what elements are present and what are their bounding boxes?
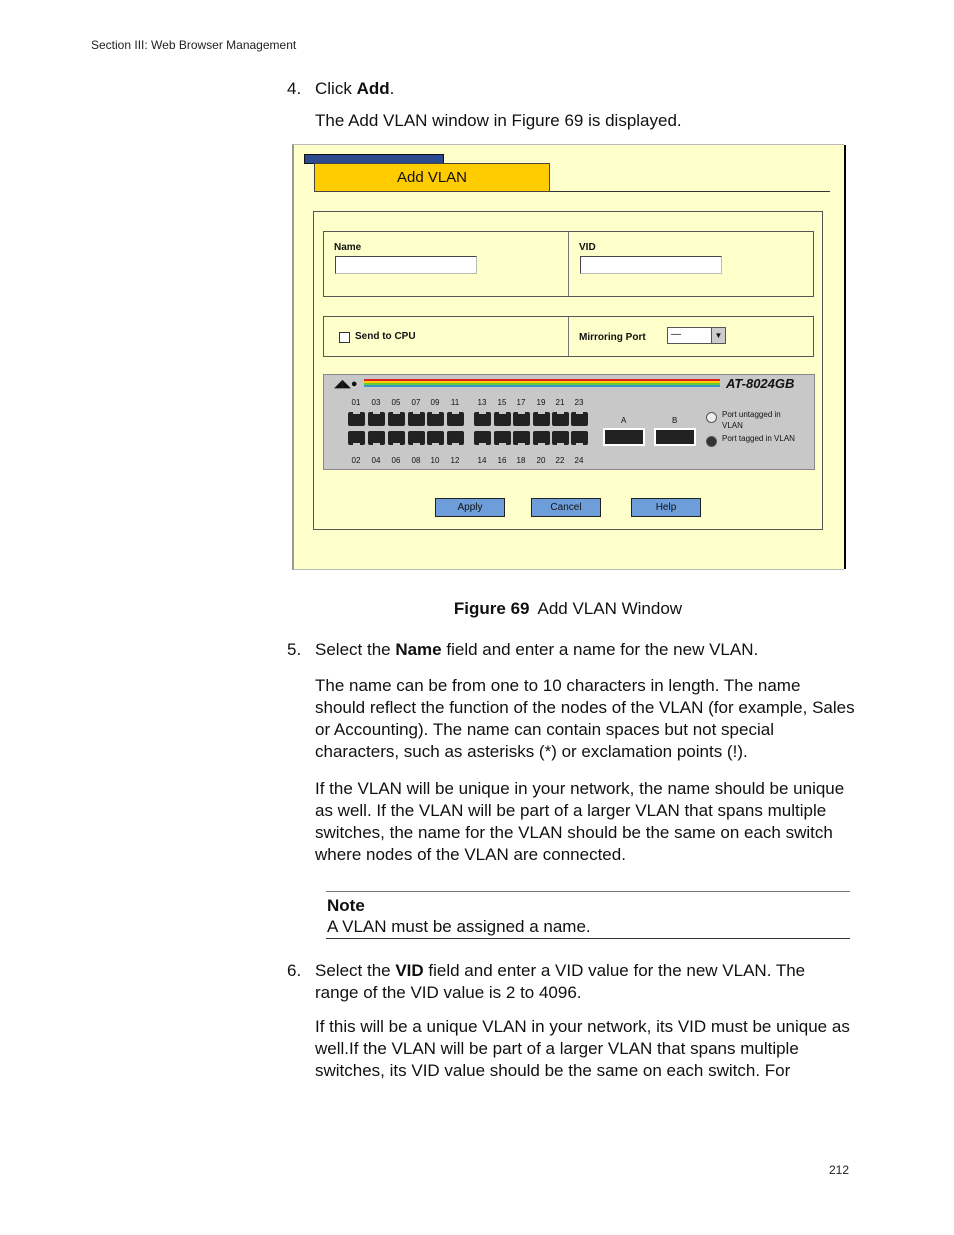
add-vlan-window	[292, 144, 844, 570]
port-23[interactable]	[571, 412, 588, 426]
step-number: 4.	[287, 79, 302, 98]
port-number: 18	[516, 456, 526, 465]
untagged-indicator-icon	[706, 412, 717, 423]
port-number: 21	[555, 398, 565, 407]
allied-telesis-logo: ◢◣●	[334, 378, 358, 390]
port-07[interactable]	[408, 412, 425, 426]
name-vid-box	[323, 231, 814, 297]
step-6-paragraph: If this will be a unique VLAN in your network, its VID must be unique as well.If the VLAN will be part of a larger VLAN that spans multiple switches, its VID value should be the same on each switch. For	[315, 1017, 850, 1080]
step-6	[287, 960, 849, 1004]
options-box	[323, 316, 814, 357]
switch-faceplate	[323, 374, 815, 470]
sfp-port-a[interactable]	[603, 428, 645, 446]
step-text-end: .	[389, 79, 395, 98]
port-18[interactable]	[513, 431, 530, 445]
send-to-cpu-checkbox[interactable]	[339, 332, 350, 343]
step-bold: VID	[395, 961, 424, 980]
step-text-end: field and enter a name for the new VLAN.	[441, 640, 759, 659]
cancel-button[interactable]: Cancel	[531, 498, 601, 517]
port-number: 22	[555, 456, 565, 465]
help-button[interactable]: Help	[631, 498, 701, 517]
switch-model: AT-8024GB	[726, 376, 795, 391]
step-5-paragraph-2: If the VLAN will be unique in your network, the name should be unique as well. If the VLAN will be part of a larger VLAN that spans multiple switches, the name for the VLAN should be the same on each switch where nodes of the VLAN are connected.	[315, 779, 845, 864]
port-number: 08	[411, 456, 421, 465]
port-number: 04	[371, 456, 381, 465]
legend-tagged: Port tagged in VLAN	[722, 434, 795, 443]
box-divider	[568, 232, 569, 296]
vlan-form-panel	[313, 211, 823, 530]
name-input[interactable]	[335, 256, 477, 274]
port-03[interactable]	[368, 412, 385, 426]
port-number: 17	[516, 398, 526, 407]
figure-number: Figure 69	[453, 599, 530, 618]
step-number: 6.	[287, 961, 302, 980]
port-20[interactable]	[533, 431, 550, 445]
port-22[interactable]	[552, 431, 569, 445]
step-text: Select the	[315, 640, 396, 659]
send-to-cpu-label: Send to CPU	[355, 331, 416, 342]
legend-untagged: Port untagged in VLAN	[722, 410, 781, 430]
mirroring-port-select[interactable]	[667, 327, 726, 344]
port-24[interactable]	[571, 431, 588, 445]
mirroring-port-label: Mirroring Port	[579, 332, 646, 343]
port-number: 02	[351, 456, 361, 465]
port-19[interactable]	[533, 412, 550, 426]
sfp-b-label: B	[672, 416, 678, 425]
port-number: 19	[536, 398, 546, 407]
port-number: 09	[430, 398, 440, 407]
port-15[interactable]	[494, 412, 511, 426]
step-bold: Name	[395, 640, 442, 659]
chevron-down-icon[interactable]: ▼	[711, 328, 725, 343]
port-12[interactable]	[447, 431, 464, 445]
step-5	[287, 639, 758, 661]
port-17[interactable]	[513, 412, 530, 426]
port-11[interactable]	[447, 412, 464, 426]
faceplate-stripe	[364, 379, 720, 387]
port-number: 05	[391, 398, 401, 407]
tab-underline	[550, 191, 830, 192]
step-bold: Add	[356, 79, 390, 98]
port-10[interactable]	[427, 431, 444, 445]
port-01[interactable]	[348, 412, 365, 426]
port-06[interactable]	[388, 431, 405, 445]
port-number: 13	[477, 398, 487, 407]
port-14[interactable]	[474, 431, 491, 445]
port-02[interactable]	[348, 431, 365, 445]
step-text: Select the	[315, 961, 396, 980]
step-number: 5.	[287, 640, 302, 659]
sfp-a-label: A	[621, 416, 627, 425]
step-text-end: field and enter a VID value for the new VLAN. The range of the VID value is 2 to 4096.	[315, 961, 806, 1002]
port-number: 12	[450, 456, 460, 465]
note-box	[326, 891, 850, 939]
vid-input[interactable]	[580, 256, 722, 274]
port-number: 20	[536, 456, 546, 465]
port-21[interactable]	[552, 412, 569, 426]
port-08[interactable]	[408, 431, 425, 445]
port-number: 01	[351, 398, 361, 407]
box-divider	[568, 317, 569, 356]
tagged-indicator-icon	[706, 436, 717, 447]
port-number: 10	[430, 456, 440, 465]
port-number: 15	[497, 398, 507, 407]
port-04[interactable]	[368, 431, 385, 445]
port-number: 23	[574, 398, 584, 407]
port-number: 06	[391, 456, 401, 465]
figure-caption	[0, 599, 954, 619]
apply-button[interactable]: Apply	[435, 498, 505, 517]
step-4-paragraph: The Add VLAN window in Figure 69 is displayed.	[315, 111, 682, 130]
port-09[interactable]	[427, 412, 444, 426]
name-label: Name	[334, 242, 362, 253]
step-4	[287, 78, 394, 100]
port-number: 16	[497, 456, 507, 465]
page-number: 212	[829, 1163, 850, 1177]
step-5-paragraph-1: The name can be from one to 10 characters in length. The name should reflect the function of the nodes of the VLAN (for example, Sales or Accounting). The name can contain spaces but not special characters, such as asterisks (*) or exclamation points (!).	[315, 676, 855, 761]
note-title: Note	[327, 896, 365, 915]
port-number: 24	[574, 456, 584, 465]
port-13[interactable]	[474, 412, 491, 426]
figure-title: Add VLAN Window	[537, 599, 683, 618]
vid-label: VID	[579, 242, 596, 253]
mirroring-port-value: —	[671, 329, 681, 340]
port-number: 14	[477, 456, 487, 465]
sfp-port-b[interactable]	[654, 428, 696, 446]
note-text: A VLAN must be assigned a name.	[327, 917, 591, 936]
running-header: Section III: Web Browser Management	[91, 38, 297, 52]
step-text: Click	[315, 79, 357, 98]
window-edge	[844, 145, 846, 569]
port-number: 07	[411, 398, 421, 407]
port-16[interactable]	[494, 431, 511, 445]
port-number: 03	[371, 398, 381, 407]
port-05[interactable]	[388, 412, 405, 426]
port-number: 11	[450, 398, 460, 407]
add-vlan-tab[interactable]: Add VLAN	[314, 163, 550, 192]
